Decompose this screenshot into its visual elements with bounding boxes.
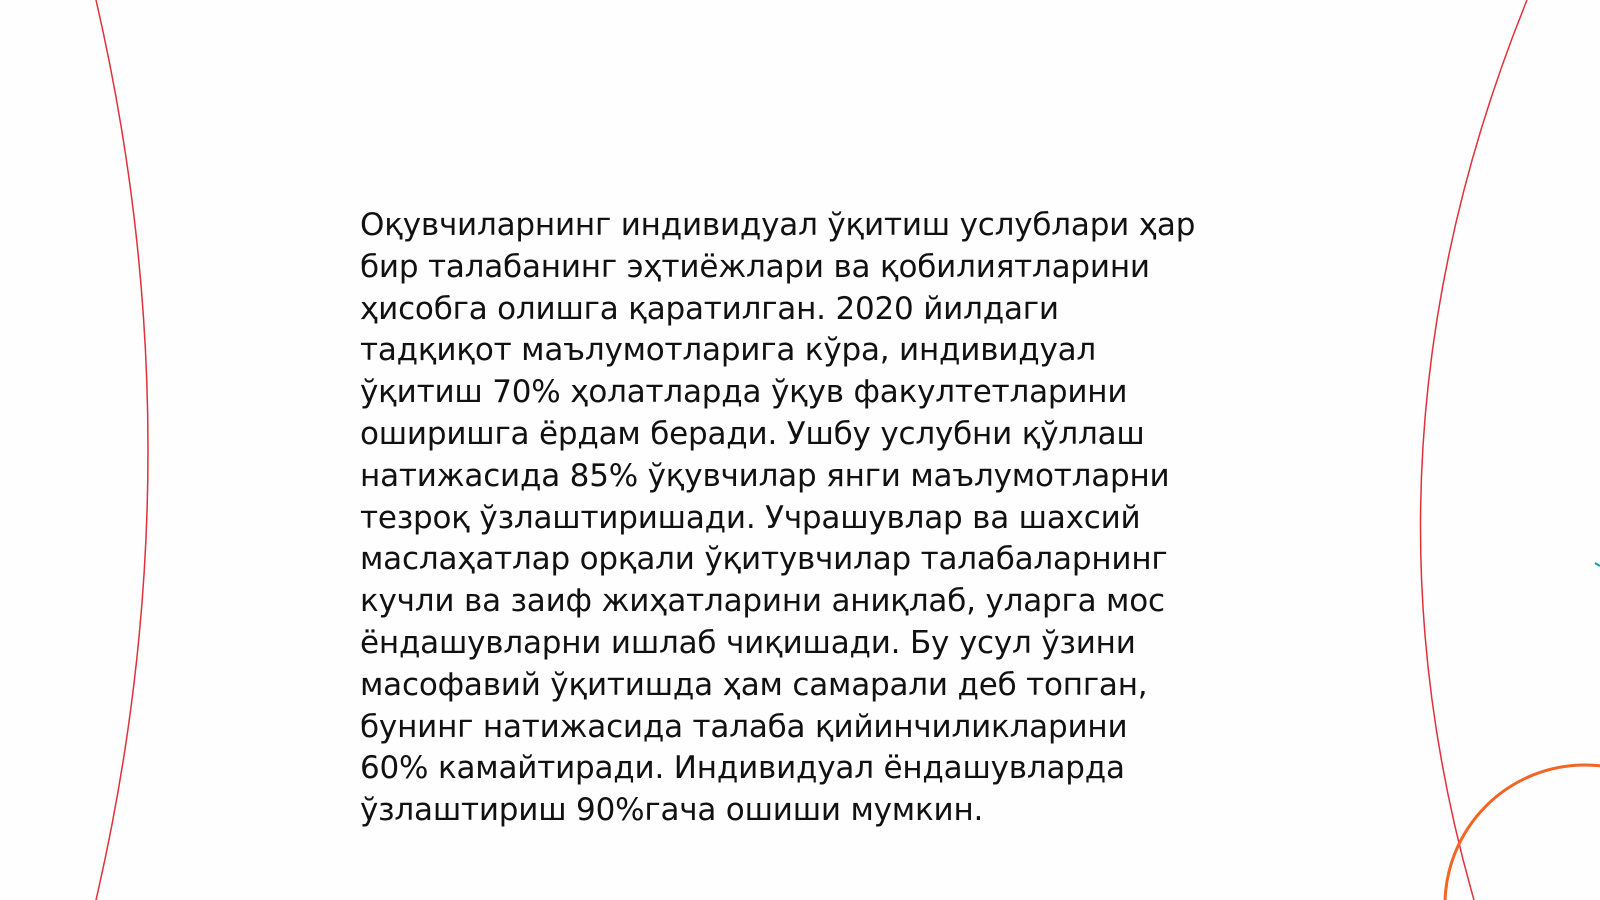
left-arc-line [96, 0, 148, 900]
right-arc-line [1420, 0, 1527, 900]
paragraph-line: масофавий ўқитишда ҳам самарали деб топган, [360, 666, 1148, 703]
body-paragraph [360, 205, 1240, 832]
paragraph-line: маслаҳатлар орқали ўқитувчилар талабаларнинг [360, 541, 1168, 578]
paragraph-line: Оқувчиларнинг индивидуал ўқитиш услублари ҳар [360, 207, 1196, 243]
paragraph-line: бунинг натижасида талаба қийинчиликларини [360, 708, 1128, 745]
paragraph-line: бир талабанинг эҳтиёжлари ва қобилиятларини [360, 248, 1150, 285]
paragraph-line: ёндашувларни ишлаб чиқишади. Бу усул ўзини [360, 624, 1136, 661]
paragraph-line: кучли ва заиф жиҳатларини аниқлаб, уларга мос [360, 583, 1165, 620]
paragraph-line: тезроқ ўзлаштиришади. Учрашувлар ва шахсий [360, 499, 1141, 536]
paragraph-line: ўзлаштириш 90%гача ошиши мумкин. [360, 792, 984, 829]
orange-tick-mark [1595, 563, 1600, 566]
paragraph-line: оширишга ёрдам беради. Ушбу услубни қўллаш [360, 415, 1145, 452]
paragraph-line: 60% камайтиради. Индивидуал ёндашувларда [360, 750, 1125, 787]
paragraph-line: ўқитиш 70% ҳолатларда ўқув факултетларини [360, 374, 1128, 411]
paragraph-line: натижасида 85% ўқувчилар янги маълумотларни [360, 457, 1170, 494]
paragraph-line: ҳисобга олишга қаратилган. 2020 йилдаги [360, 290, 1059, 327]
paragraph-line: тадқиқот маълумотларига кўра, индивидуал [360, 332, 1097, 369]
